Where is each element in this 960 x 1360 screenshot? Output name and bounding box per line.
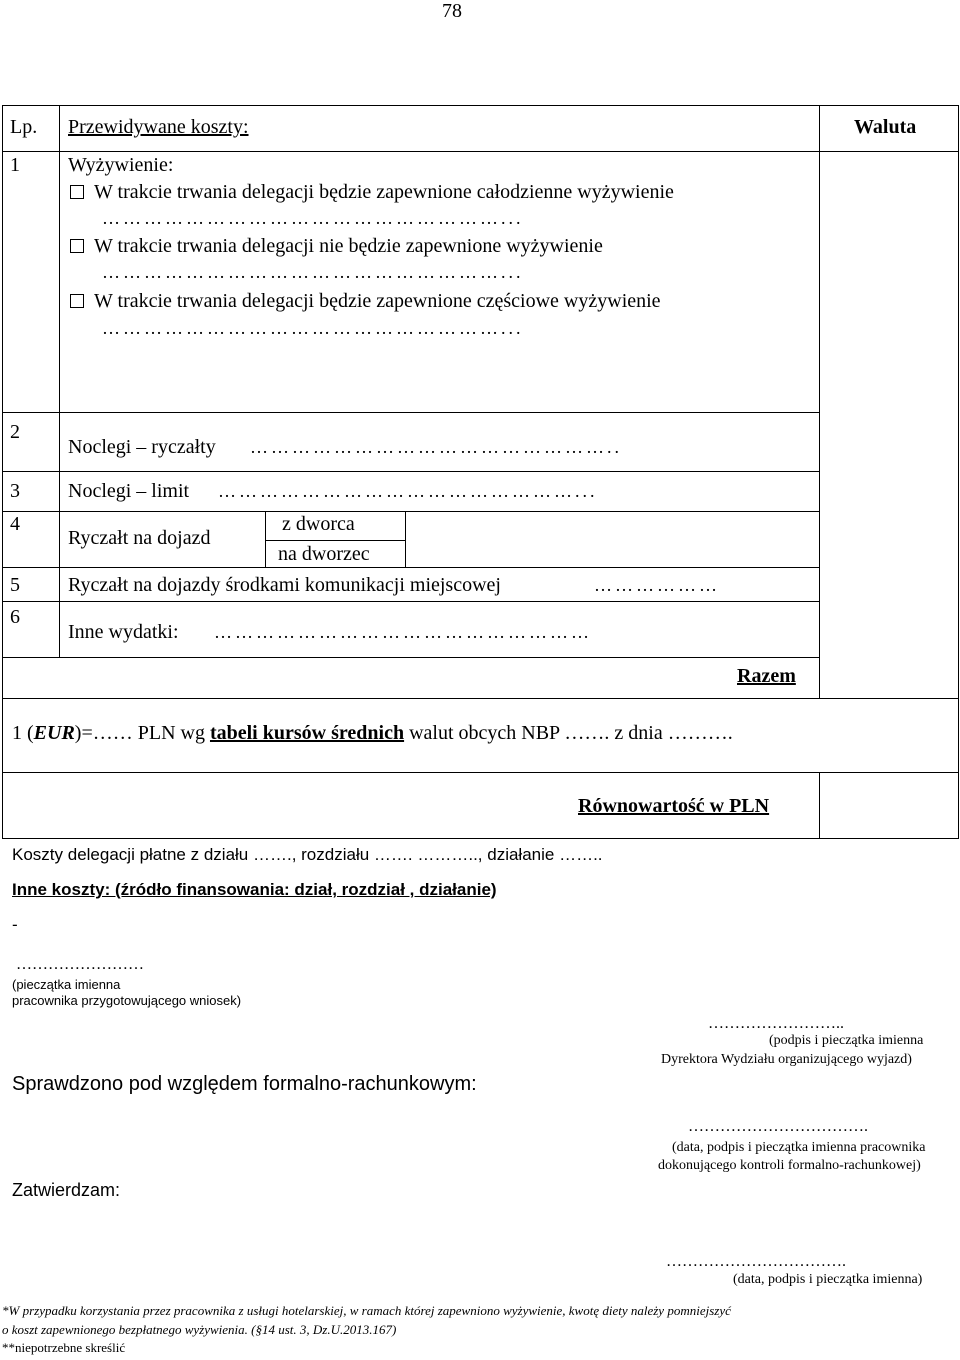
row2-label: Noclegi – ryczałty <box>68 436 216 458</box>
row5-label: Ryczałt na dojazdy środkami komunikacji miejscowej <box>68 574 501 596</box>
option-full-meals <box>70 181 674 204</box>
approve-caption: (data, podpis i pieczątka imienna) <box>733 1272 923 1287</box>
header-bottom-border <box>2 151 959 152</box>
row5-dots: ……………… <box>594 575 720 595</box>
exchange-rate-currency: EUR <box>33 722 75 744</box>
exchange-rate-prefix: 1 ( <box>12 722 34 744</box>
checkbox-partial-meals[interactable] <box>70 294 84 308</box>
preparer-caption-line1: (pieczątka imienna <box>12 977 121 992</box>
row3-bottom-border <box>2 511 820 512</box>
header-lp: Lp. <box>10 116 38 138</box>
exchange-rate-line <box>12 722 733 745</box>
approve-label: Zatwierdzam: <box>12 1180 121 1200</box>
row6-number: 6 <box>10 606 20 628</box>
option-no-meals <box>70 235 603 258</box>
row1-bottom-border <box>2 412 820 413</box>
row1-number: 1 <box>10 154 20 176</box>
preparer-caption-line2: pracownika przygotowującego wniosek) <box>12 993 242 1008</box>
option-partial-meals <box>70 290 661 313</box>
row4-bottom-border <box>2 567 820 568</box>
total-bottom-border <box>2 698 959 699</box>
table-left-border <box>2 105 3 839</box>
header-currency: Waluta <box>854 116 917 138</box>
row4-sub-right-border <box>405 511 406 567</box>
equivalent-column-border <box>819 772 820 839</box>
row3-label: Noclegi – limit <box>68 480 190 502</box>
row2-dots: …………………………………………….. <box>250 437 622 457</box>
approve-signature-dots: ……………………………. <box>666 1253 846 1270</box>
footnote-strike: **niepotrzebne skreślić <box>2 1340 126 1355</box>
row4-from-station: z dworca <box>282 513 355 535</box>
director-caption-line2: Dyrektora Wydziału organizującego wyjazd) <box>661 1052 912 1067</box>
exchange-rate-rest: walut obcych NBP ……. z dnia ………. <box>404 722 733 744</box>
option-partial-meals-dots: …………………………………………………... <box>102 318 524 338</box>
row4-sub-border <box>265 540 405 541</box>
control-signature-dots: ……………………………. <box>688 1118 868 1135</box>
option-full-meals-dots: …………………………………………………... <box>102 208 524 228</box>
checkbox-full-meals[interactable] <box>70 185 84 199</box>
checkbox-no-meals[interactable] <box>70 239 84 253</box>
currency-column-border <box>819 105 820 698</box>
lp-column-border <box>59 105 60 658</box>
footnote-meals-line1: *W przypadku korzystania przez pracownika z usługi hotelarskiej, w ramach której zapewniono wyżywienie, kwotę diety należy pomniejszyć <box>2 1303 731 1318</box>
dash-marker: - <box>12 915 18 934</box>
row2-bottom-border <box>2 471 820 472</box>
option-full-meals-label: W trakcie trwania delegacji będzie zapewnione całodzienne wyżywienie <box>94 181 674 203</box>
equivalent-bottom-border <box>2 838 959 839</box>
table-top-border <box>2 105 959 106</box>
footnote-meals-line2: o koszt zapewnionego bezpłatnego wyżywienia. (§14 ust. 3, Dz.U.2013.167) <box>2 1322 397 1337</box>
exchange-rate-suffix: )=…… PLN wg <box>74 722 210 744</box>
row5-bottom-border <box>2 601 820 602</box>
director-signature-dots: …………………….. <box>708 1015 844 1032</box>
checked-label: Sprawdzono pod względem formalno-rachunkowym: <box>12 1073 477 1095</box>
header-costs: Przewidywane koszty: <box>68 116 249 138</box>
option-partial-meals-label: W trakcie trwania delegacji będzie zapewnione częściowe wyżywienie <box>94 290 661 312</box>
control-caption-line2: dokonującego kontroli formalno-rachunkowej) <box>658 1158 921 1173</box>
director-caption-line1: (podpis i pieczątka imienna <box>769 1033 924 1048</box>
row6-label: Inne wydatki: <box>68 621 179 643</box>
row5-number: 5 <box>10 574 20 596</box>
row4-sub-left-border <box>265 511 266 567</box>
row6-bottom-border <box>2 657 820 658</box>
row2-number: 2 <box>10 421 20 443</box>
row4-label: Ryczałt na dojazd <box>68 527 211 549</box>
total-label: Razem <box>737 665 796 687</box>
other-costs-label: Inne koszty: (źródło finansowania: dział, rozdział , działanie) <box>12 880 497 899</box>
row4-number: 4 <box>10 513 20 535</box>
row6-dots: ……………………………………………… <box>214 622 592 642</box>
option-no-meals-label: W trakcie trwania delegacji nie będzie zapewnione wyżywienie <box>94 235 603 257</box>
row1-title: Wyżywienie: <box>68 154 174 176</box>
row3-dots: ……………………………………………... <box>218 481 598 501</box>
row4-to-station: na dworzec <box>278 543 370 565</box>
equivalent-label: Równowartość w PLN <box>578 795 770 817</box>
budget-line: Koszty delegacji płatne z działu ……., rozdziału ……. ……….., działanie …….. <box>12 845 603 864</box>
preparer-signature-dots: …………………… <box>16 956 144 973</box>
page-number: 78 <box>442 0 462 22</box>
control-caption-line1: (data, podpis i pieczątka imienna pracownika <box>672 1140 926 1155</box>
option-no-meals-dots: …………………………………………………... <box>102 262 524 282</box>
row3-number: 3 <box>10 480 20 502</box>
nbp-table-link[interactable]: tabeli kursów średnich <box>209 722 405 744</box>
rate-bottom-border <box>2 772 959 773</box>
table-right-border <box>958 105 959 839</box>
